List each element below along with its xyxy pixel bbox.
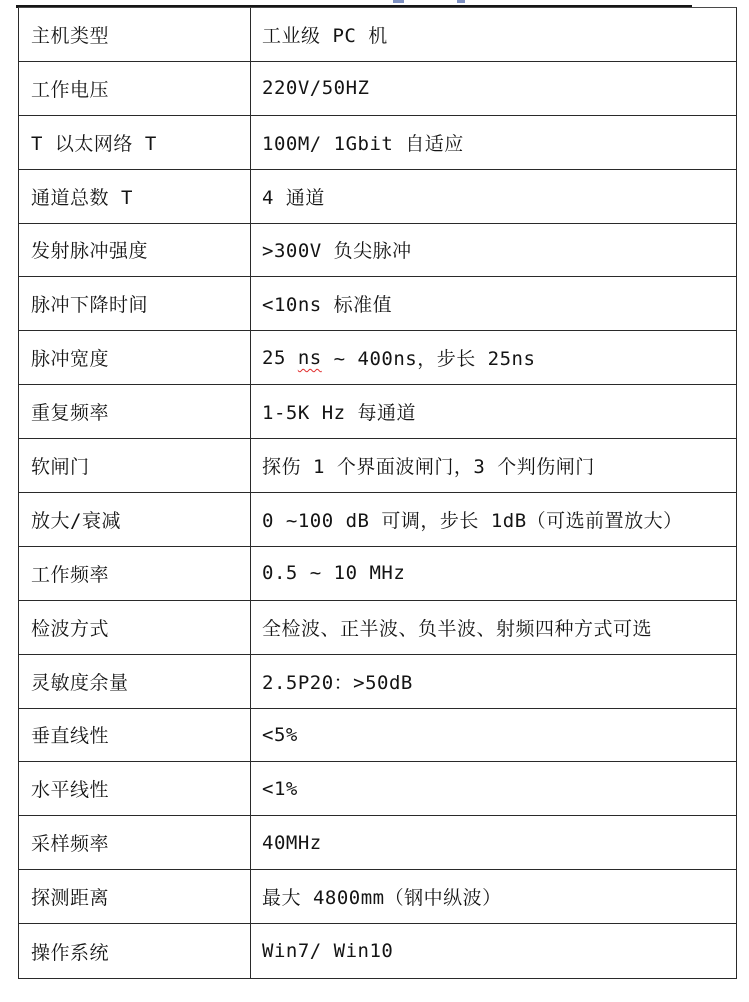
spec-value: 工业级 PC 机 [262, 24, 388, 47]
table-row [19, 816, 736, 870]
spec-label: 垂直线性 [19, 709, 251, 762]
spec-value: 4 通道 [262, 186, 325, 209]
spec-value: 1-5K Hz 每通道 [262, 402, 417, 425]
spec-value: Win7/ Win10 [262, 940, 394, 963]
spec-label: 操作系统 [19, 924, 251, 978]
table-row [19, 601, 736, 655]
table-row [19, 547, 736, 601]
spec-label: 脉冲宽度 [19, 331, 251, 384]
spec-value: >300V 负尖脉冲 [262, 240, 412, 263]
spec-label: 灵敏度余量 [19, 655, 251, 708]
spec-label: 发射脉冲强度 [19, 224, 251, 277]
spec-value: 25 ns ~ 400ns，步长 25ns [262, 346, 536, 371]
table-row [19, 762, 736, 816]
table-row [19, 439, 736, 493]
spec-value: 2.5P20：>50dB [262, 671, 413, 694]
table-row [19, 277, 736, 331]
spec-value: 220V/50HZ [262, 77, 370, 100]
spec-label: 采样频率 [19, 816, 251, 869]
spec-value: 40MHz [262, 831, 322, 854]
spec-value: 100M/ 1Gbit 自适应 [262, 132, 464, 155]
spec-label: 主机类型 [19, 8, 251, 61]
spec-label: T 以太网络 T [19, 116, 251, 169]
spec-label: 探测距离 [19, 870, 251, 923]
table-row [19, 62, 736, 116]
table-row [19, 709, 736, 763]
table-row [19, 385, 736, 439]
spec-table [18, 7, 737, 979]
spec-label: 脉冲下降时间 [19, 277, 251, 330]
spec-value: 0 ~100 dB 可调，步长 1dB（可选前置放大） [262, 509, 683, 532]
spec-label: 工作电压 [19, 62, 251, 115]
spec-label: 通道总数 T [19, 170, 251, 223]
table-row [19, 493, 736, 547]
table-row [19, 655, 736, 709]
clipped-blue-text-fragment [393, 0, 404, 3]
table-row [19, 924, 736, 978]
clipped-blue-text-fragment [457, 0, 465, 3]
spec-value: <5% [262, 723, 298, 746]
spec-label: 软闸门 [19, 439, 251, 492]
spec-label: 水平线性 [19, 762, 251, 815]
spec-label: 重复频率 [19, 385, 251, 438]
spec-label: 放大/衰减 [19, 493, 251, 546]
table-row [19, 224, 736, 278]
misspelled-word: ns [297, 346, 322, 369]
spec-value: <10ns 标准值 [262, 294, 393, 317]
spec-value: 最大 4800mm（钢中纵波） [262, 887, 502, 910]
spec-value: 探伤 1 个界面波闸门，3 个判伤闸门 [262, 456, 595, 479]
spec-label: 工作频率 [19, 547, 251, 600]
spec-value: 全检波、正半波、负半波、射频四种方式可选 [262, 617, 653, 640]
spec-value: <1% [262, 777, 298, 800]
table-row [19, 870, 736, 924]
spec-label: 检波方式 [19, 601, 251, 654]
spec-value: 0.5 ~ 10 MHz [262, 562, 406, 585]
table-row [19, 8, 736, 62]
table-row [19, 116, 736, 170]
table-row [19, 331, 736, 385]
table-row [19, 170, 736, 224]
